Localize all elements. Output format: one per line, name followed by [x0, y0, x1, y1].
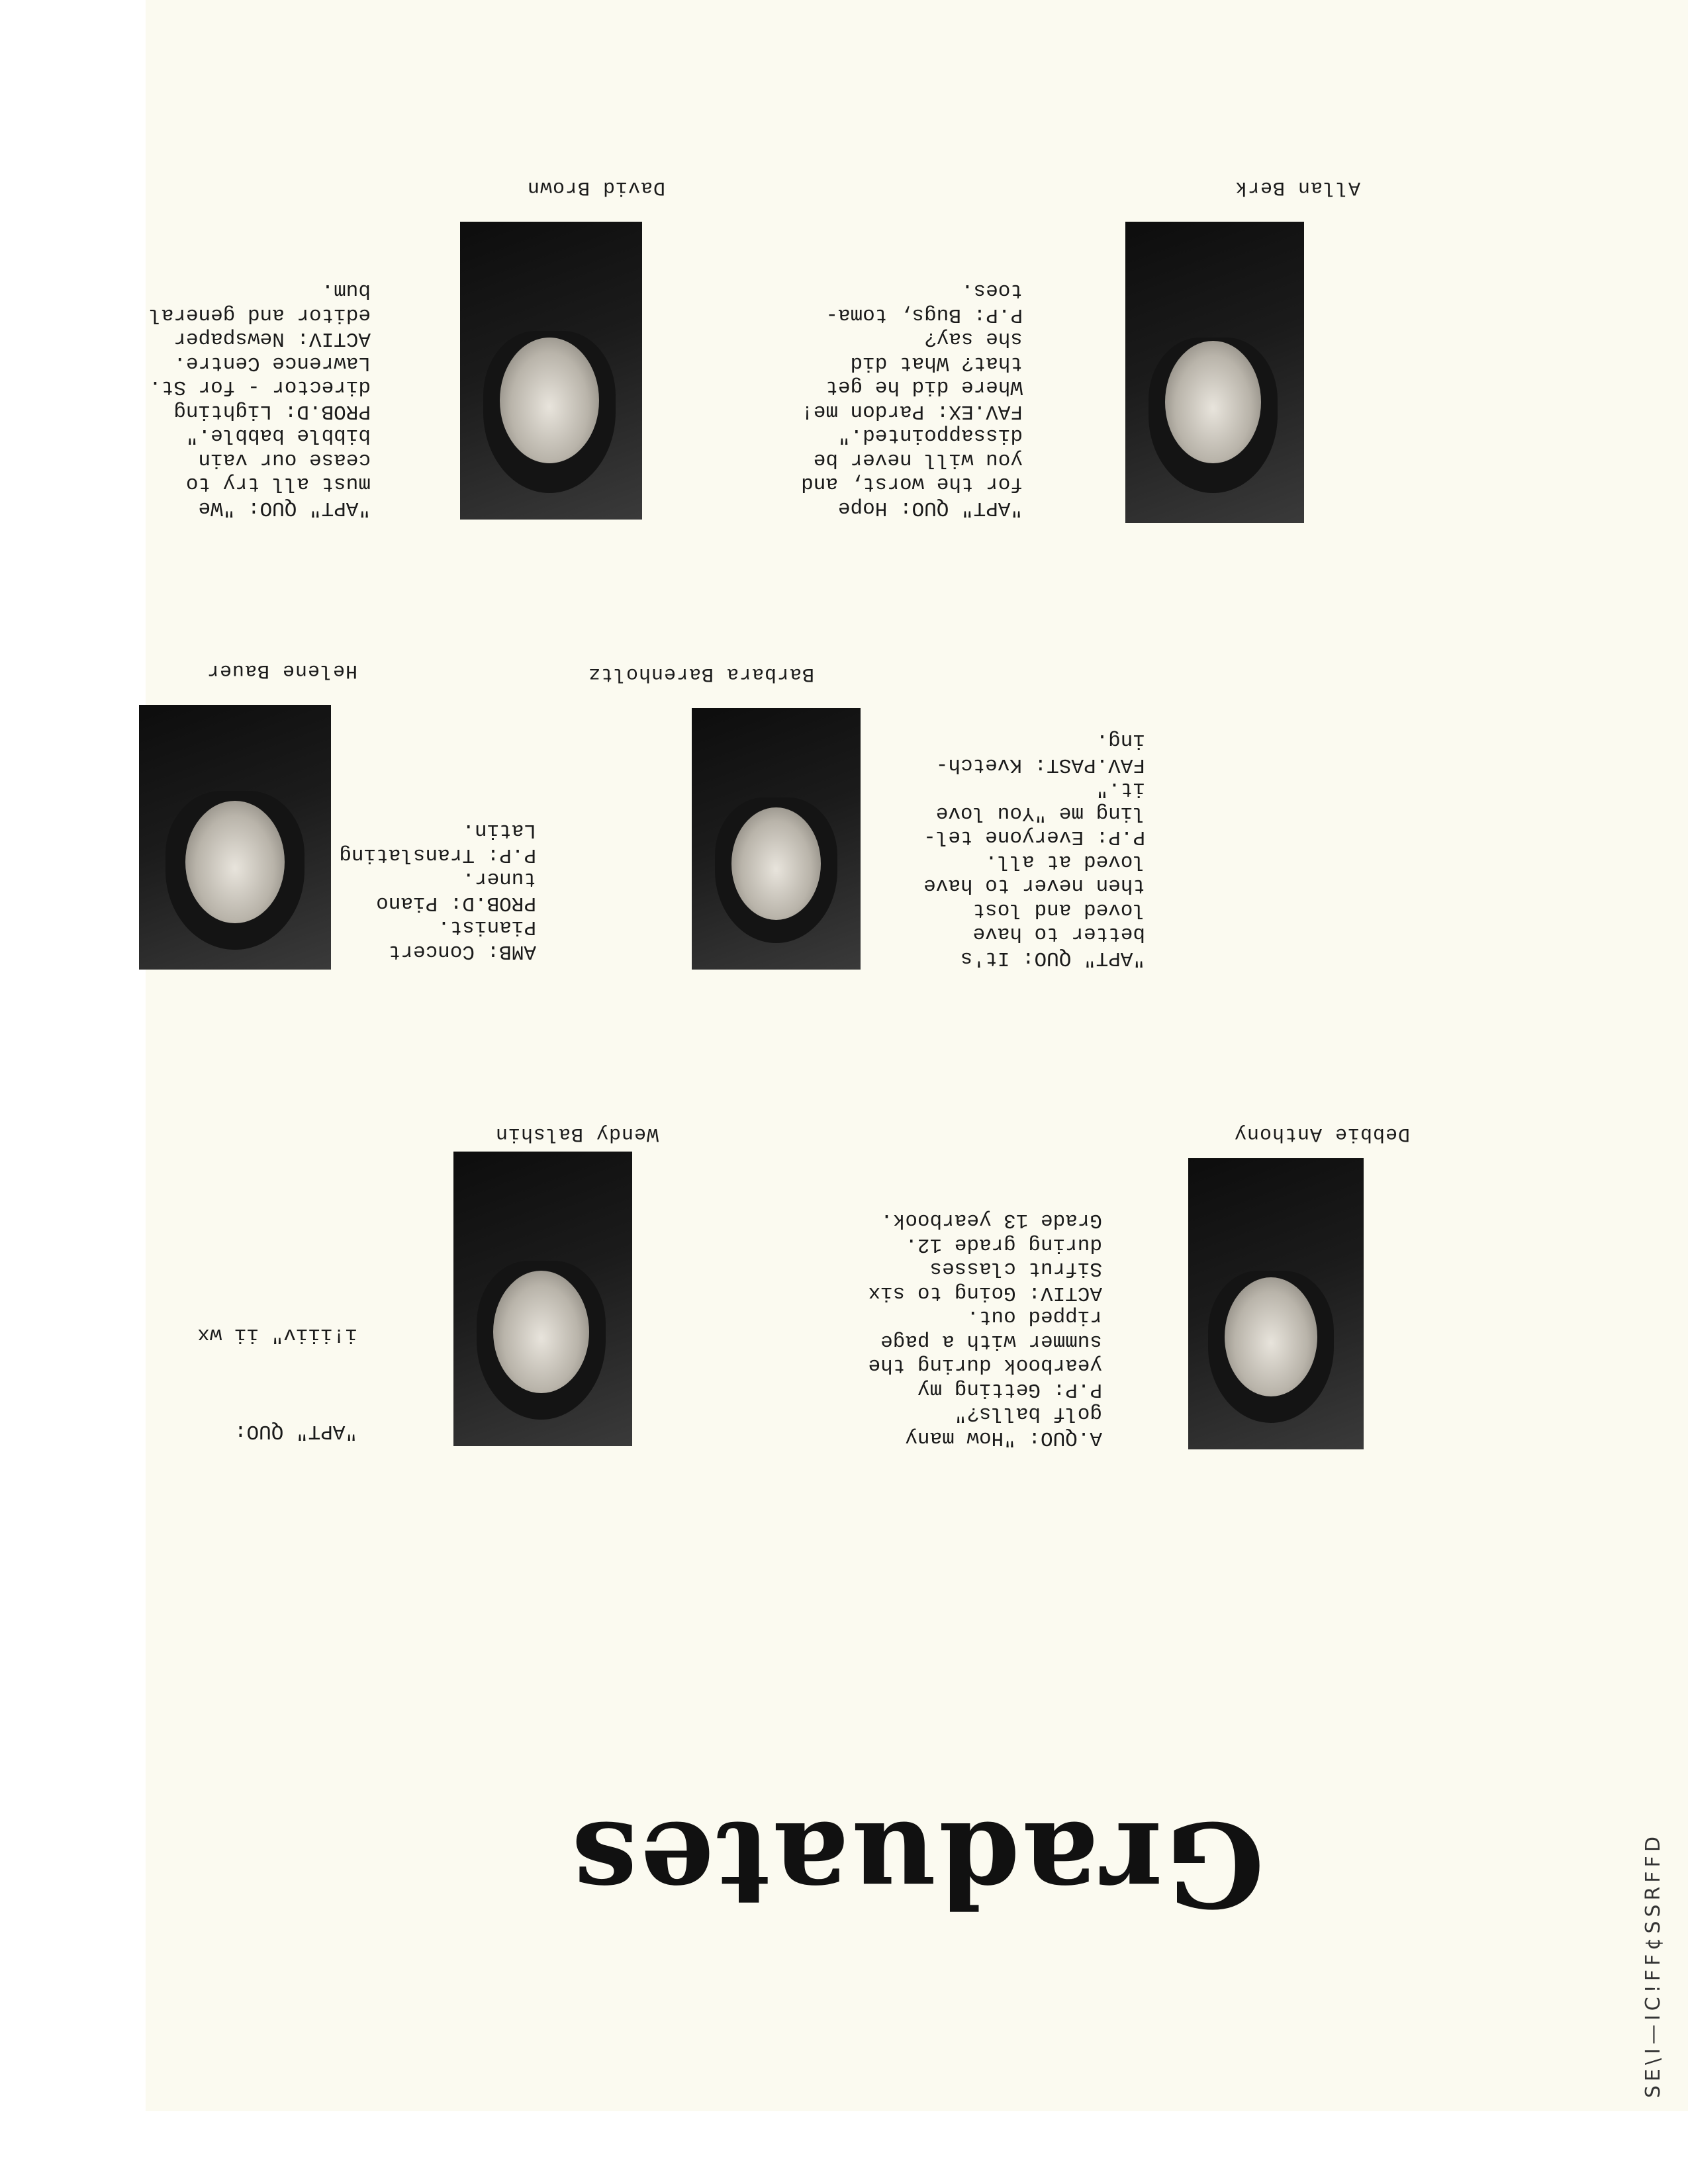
- name-allan-berk: Allan Berk: [1234, 176, 1360, 199]
- bio-wendy-balshin: "APT" QUO: i!iiiv" ii wx: [197, 1323, 357, 1443]
- photo-wendy-balshin: [453, 1152, 632, 1446]
- name-helene-bauer: Helene Bauer: [206, 659, 357, 682]
- bio-david-brown: "APT" QUO: "We must all try to cease our vain bibble babble." PROB.D: Lighting director - for St. Lawrence Centre. ACTIV: Newspaper editor and general bum.: [149, 279, 371, 520]
- page-heading: Graduates: [569, 1796, 1264, 1933]
- top-margin: [0, 2111, 1688, 2184]
- photo-helene-bauer: [139, 705, 331, 970]
- photo-allan-berk: [1125, 222, 1304, 523]
- side-code: SE\I—IC!FF¢SSRFFD: [1642, 1833, 1665, 2098]
- bio-barbara-barenholtz: "APT" QUO: It's better to have loved and lost then never to have loved at all. P.P: Everyone tel- ling me "You love it." FAV.PAST: Kvetch- ing.: [923, 729, 1145, 970]
- right-margin: [0, 0, 146, 2184]
- name-barbara-barenholtz: Barbara Barenholtz: [587, 662, 814, 685]
- name-david-brown: David Brown: [526, 176, 665, 199]
- photo-david-brown: [460, 222, 642, 520]
- bio-helene-bauer: AMB: Concert Pianist. PROB.D: Piano tuner. P.P: Translating Latin.: [339, 819, 536, 963]
- name-wendy-balshin: Wendy Balshin: [494, 1122, 659, 1145]
- name-debbie-anthony: Debbie Anthony: [1233, 1122, 1410, 1145]
- photo-debbie-anthony: [1188, 1158, 1364, 1449]
- bio-debbie-anthody: A.QUO: "How many golf balls?" P.P: Getting my yearbook during the summer with a page ripped out. ACTIV: Going to six Sifrut classes during grade 12. Grade 13 yearbook.: [868, 1208, 1102, 1449]
- photo-barbara-barenholtz: [692, 708, 861, 970]
- bio-allan-berk: "APT" QUO: Hope for the worst, and you will never be dissappointed." FAV.EX: Pardon me! Where did he get that? What did she say? P.P: Bugs, toma- toes.: [801, 279, 1023, 520]
